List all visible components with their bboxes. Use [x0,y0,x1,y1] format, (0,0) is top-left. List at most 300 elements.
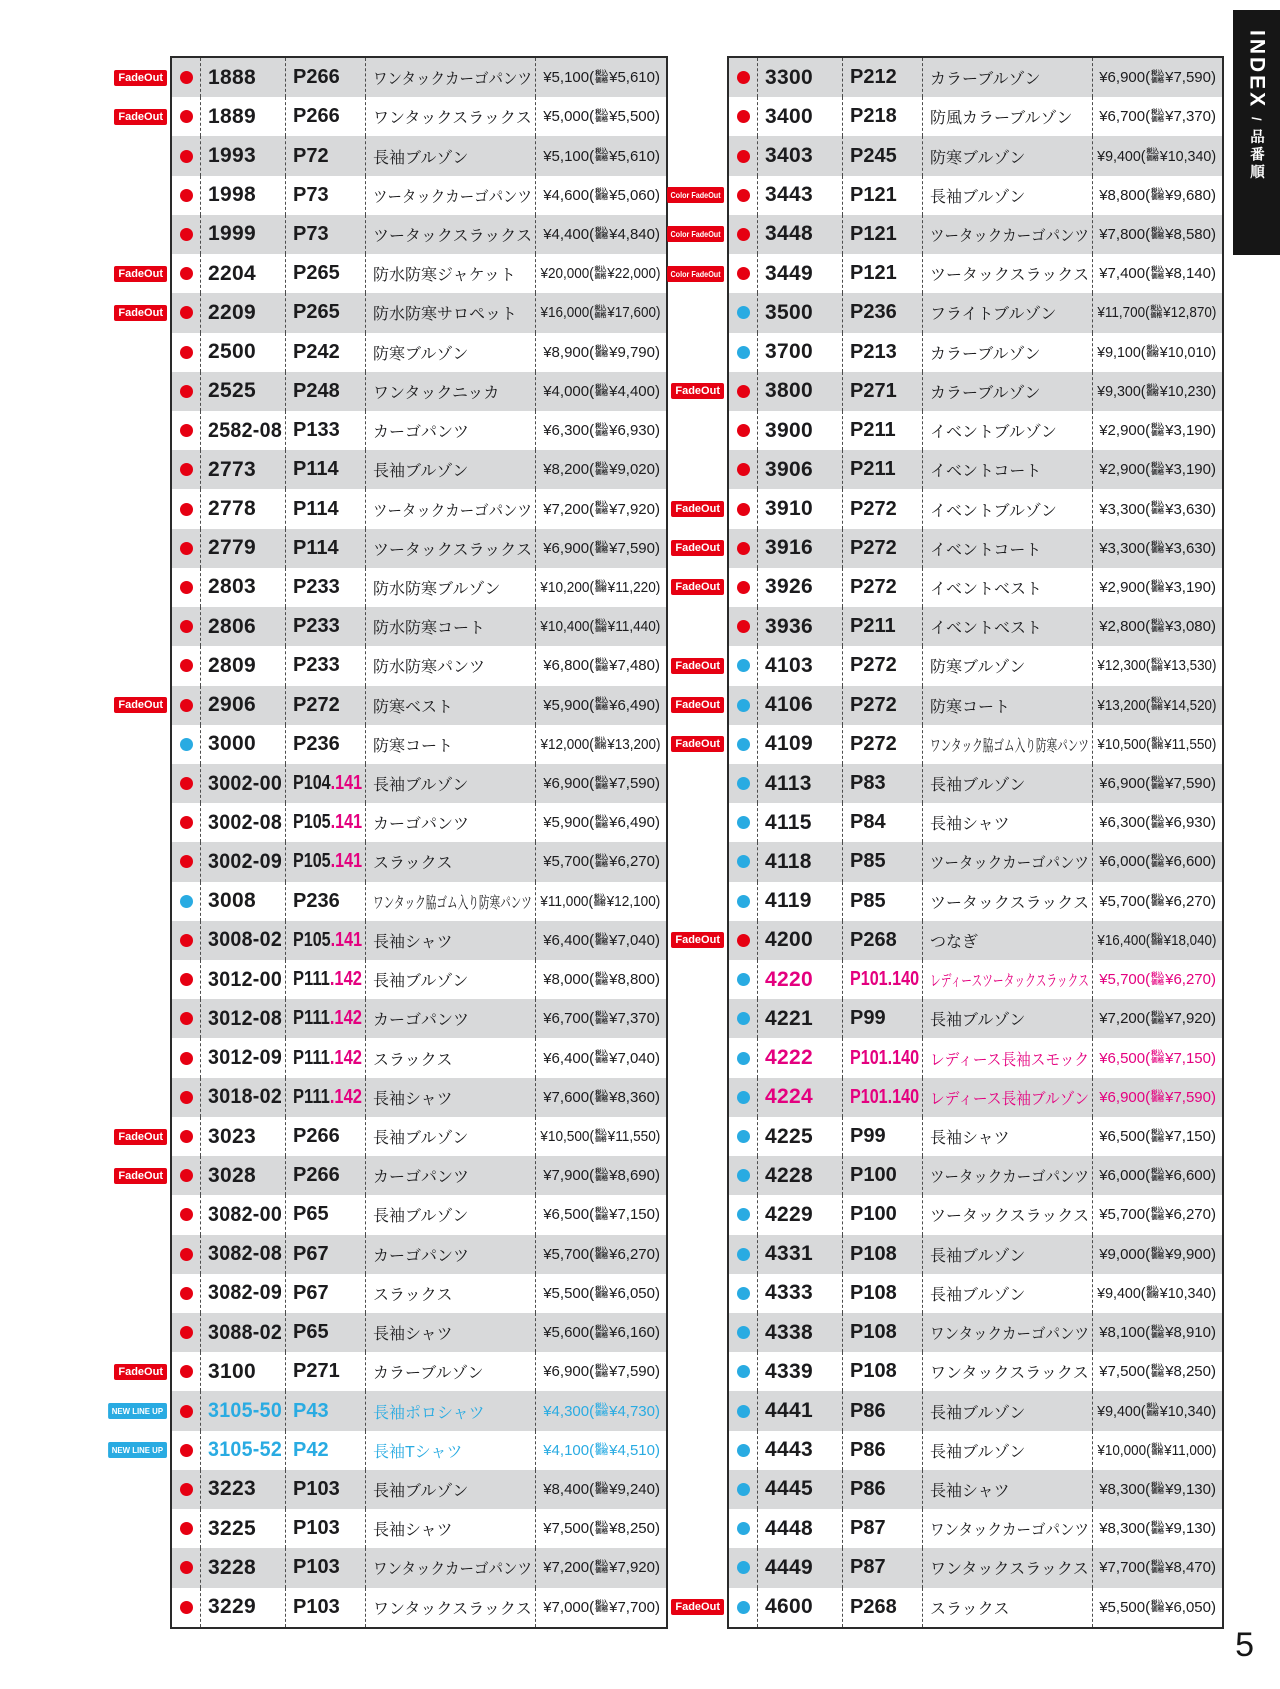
price [1092,529,1222,568]
price [535,1509,666,1548]
category-dot-cell [172,1431,200,1470]
category-dot [737,306,750,319]
price-incl-tax: ¥7,920 [1165,1010,1211,1028]
price [535,450,666,489]
price [1092,1352,1222,1391]
page-reference [842,764,922,803]
page-reference [285,646,365,685]
table-row [729,136,1222,175]
tax-included-label: 税込 価格 [1151,226,1165,241]
table-row [675,646,1222,685]
category-dot [180,855,193,868]
page-base: P268 [850,928,897,951]
category-dot [737,973,750,986]
category-dot-cell [729,1431,757,1470]
tax-included-label: 税込 価格 [1146,344,1159,359]
price-excl-tax: ¥9,100 [1097,343,1141,361]
page-suffix: .140 [887,1046,920,1069]
paren-close: ) [1211,108,1216,126]
item-number: 4220 [757,960,842,999]
index-table-left [112,56,668,1629]
category-dot-cell [172,725,200,764]
page-base: P101 [850,968,888,991]
table-row [112,1431,666,1470]
paren-close: ) [1211,1324,1216,1342]
table-row [729,960,1222,999]
paren-open: ( [1145,657,1150,675]
category-dot [737,1601,750,1614]
item-number: 3105-50 [200,1391,285,1430]
table-row [675,1588,1222,1627]
category-dot-cell [729,1352,757,1391]
page-number: 5 [1235,1626,1254,1664]
page-reference [842,333,922,372]
category-dot-cell [172,1117,200,1156]
paren-close: ) [655,657,660,675]
item-number: 3926 [757,568,842,607]
product-name: スラックス [922,1588,1092,1627]
page-reference [842,1117,922,1156]
table-row [729,764,1222,803]
row-badge-slot [654,1588,724,1627]
category-dot [737,816,750,829]
category-dot-cell [729,411,757,450]
category-dot-cell [729,1470,757,1509]
paren-open: ( [589,853,595,871]
item-number: 3008 [200,882,285,921]
paren-open: ( [1145,422,1151,440]
page-reference [842,960,922,999]
paren-open: ( [1145,1088,1151,1106]
category-dot [180,581,193,594]
table-row [172,333,666,372]
price-incl-tax: ¥3,630 [1165,539,1211,557]
tax-included-label: 税込 価格 [1151,69,1165,84]
table-row [729,1352,1222,1391]
product-name: カーゴパンツ [365,1235,535,1274]
category-dot [180,228,193,241]
category-dot-cell [172,136,200,175]
paren-open: ( [1145,578,1151,596]
status-badge: FadeOut [671,579,724,595]
row-badge-slot [97,1352,167,1391]
tax-included-label: 税込 価格 [1151,972,1165,986]
category-dot [180,1444,193,1457]
product-name: ワンタックスラックス [365,1588,535,1627]
category-dot-cell [172,1078,200,1117]
category-dot [180,738,193,751]
page-reference [285,1509,365,1548]
page-base: P211 [850,615,896,638]
page-reference [842,1195,922,1234]
product-name: ツータックカーゴパンツ [365,176,535,215]
paren-open: ( [589,1284,595,1302]
tax-included-label: 税込 価格 [1151,1599,1165,1614]
paren-open: ( [589,382,595,400]
product-name: カーゴパンツ [365,999,535,1038]
price-excl-tax: ¥10,200 [539,578,590,596]
paren-open: ( [588,735,594,753]
table-row [112,1391,666,1430]
category-dot-cell [172,1470,200,1509]
product-name: 長袖ブルゾン [365,1195,535,1234]
page-reference [842,97,922,136]
tax-included-label: 税込 価格 [593,893,606,908]
paren-close: ) [1211,1206,1216,1224]
row-badge-slot [654,686,724,725]
table-row [729,1078,1222,1117]
table-row [675,686,1222,725]
price-excl-tax: ¥4,100 [543,1441,590,1459]
price-excl-tax: ¥7,200 [543,500,590,518]
item-number: 3228 [200,1548,285,1587]
price [535,1156,666,1195]
price-excl-tax: ¥7,200 [1099,1010,1146,1028]
tax-included-label: 税込 価格 [1151,1011,1165,1025]
paren-close: ) [655,108,660,126]
table-row [172,1038,666,1077]
category-dot [180,1052,193,1065]
page-suffix: .141 [330,772,363,795]
page-base: P42 [293,1438,329,1461]
paren-close: ) [655,1598,660,1616]
product-name: ワンタック脇ゴム入り防寒パンツ [922,725,1092,764]
price-excl-tax: ¥8,200 [543,461,590,479]
status-badge: FadeOut [671,932,724,948]
price [535,686,666,725]
price [535,1078,666,1117]
page-base: P87 [850,1517,886,1540]
paren-open: ( [1145,1324,1151,1342]
table-row [729,882,1222,921]
page-base: P65 [293,1321,329,1344]
tax-included-label: 税込 価格 [1151,1246,1165,1261]
table-row [172,215,666,254]
page-base: P272 [850,575,897,598]
tax-included-label: 税込 価格 [595,697,609,712]
item-number: 4225 [757,1117,842,1156]
price [535,1313,666,1352]
page-reference [285,58,365,97]
price [1092,960,1222,999]
price [1092,568,1222,607]
tab-separator: / [1249,117,1264,121]
paren-open: ( [589,1441,595,1459]
item-number: 3403 [757,136,842,175]
category-dot-cell [172,489,200,528]
product-name: 防寒ブルゾン [922,646,1092,685]
tax-included-label: 税込 価格 [595,187,609,202]
category-dot [180,385,193,398]
tax-included-label: 税込 価格 [1151,1560,1165,1574]
page-base: P86 [850,1477,886,1500]
price-excl-tax: ¥4,300 [543,1402,590,1420]
tax-included-label: 税込 価格 [1150,658,1163,672]
price-excl-tax: ¥10,500 [539,1128,590,1146]
product-name: ツータックカーゴパンツ [922,215,1092,254]
tax-included-label: 税込 価格 [1151,579,1165,594]
paren-close: ) [1211,618,1216,636]
price-incl-tax: ¥7,590 [609,539,655,557]
table-row [172,372,666,411]
page-base: P272 [850,536,897,559]
paren-open: ( [589,1245,595,1263]
tax-included-label: 税込 価格 [1151,815,1165,829]
paren-close: ) [1211,1598,1216,1616]
page-reference [285,411,365,450]
page-base: P108 [850,1242,897,1265]
price [1092,1078,1222,1117]
page-base: P271 [850,379,897,402]
category-dot-cell [172,411,200,450]
price-excl-tax: ¥10,400 [539,618,590,636]
product-name: 長袖ブルゾン [365,764,535,803]
item-number: 4200 [757,921,842,960]
paren-open: ( [589,814,595,832]
category-dot [737,1130,750,1143]
paren-open: ( [589,1598,595,1616]
category-dot-cell [172,1235,200,1274]
product-name: カーゴパンツ [365,1156,535,1195]
tax-included-label: 税込 価格 [595,1324,609,1339]
tax-included-label: 税込 価格 [595,1168,609,1182]
page-base: P233 [293,575,340,598]
page-base: P111 [293,968,330,991]
item-number: 2809 [200,646,285,685]
table-row [729,333,1222,372]
paren-close: ) [1211,814,1216,832]
page-reference [285,215,365,254]
price [1092,1470,1222,1509]
table-row [729,607,1222,646]
table-row [729,58,1222,97]
item-number: 4443 [757,1431,842,1470]
item-number: 1889 [200,97,285,136]
item-number: 3082-09 [200,1274,285,1313]
price [535,136,666,175]
tax-included-label: 税込 価格 [1151,1324,1165,1339]
paren-open: ( [1145,186,1151,204]
paren-close: ) [1211,225,1216,243]
item-number: 2779 [200,529,285,568]
paren-close: ) [655,1284,660,1302]
category-dot [737,934,750,947]
product-name: 防水防寒ジャケット [365,254,535,293]
paren-open: ( [589,1010,595,1028]
price-excl-tax: ¥4,400 [543,225,590,243]
price [535,725,666,764]
tax-included-label: 税込 価格 [595,540,609,555]
tax-included-label: 税込 価格 [595,1246,609,1261]
tax-included-label: 税込 価格 [595,422,609,437]
price [535,1431,666,1470]
price-excl-tax: ¥6,000 [1099,853,1146,871]
paren-close: ) [1211,578,1216,596]
price-excl-tax: ¥2,900 [1099,422,1146,440]
tax-included-label: 税込 価格 [594,1128,607,1143]
paren-close: ) [1211,1480,1216,1498]
price-incl-tax: ¥4,400 [609,382,655,400]
price-incl-tax: ¥10,010 [1159,343,1212,361]
tab-title-en: INDEX [1245,30,1269,110]
category-dot-cell [172,1509,200,1548]
page-reference [285,1195,365,1234]
page-base: P236 [850,301,897,324]
row-badge-slot [97,1431,167,1470]
paren-open: ( [1145,1206,1151,1224]
category-dot-cell [729,529,757,568]
category-dot-cell [172,646,200,685]
page-suffix: .142 [329,1046,363,1069]
price [1092,1588,1222,1627]
category-dot [737,189,750,202]
paren-open: ( [1145,618,1151,636]
tax-included-label: 税込 価格 [594,736,606,751]
tax-included-label: 税込 価格 [1151,854,1165,868]
product-name: ツータックカーゴパンツ [922,1156,1092,1195]
price [1092,764,1222,803]
price [535,411,666,450]
tax-included-label: 税込 価格 [1151,1521,1165,1535]
price-incl-tax: ¥10,230 [1159,382,1212,400]
price [1092,725,1222,764]
category-dot-cell [172,842,200,881]
price-incl-tax: ¥9,790 [609,343,655,361]
category-dot-cell [172,293,200,332]
paren-close: ) [655,539,660,557]
tax-included-label: 税込 価格 [595,1364,609,1378]
price-incl-tax: ¥13,530 [1163,657,1212,675]
page-reference [285,1156,365,1195]
item-number: 1999 [200,215,285,254]
tax-included-label: 税込 価格 [1151,1442,1163,1457]
status-badge: Color FadeOut [667,226,724,242]
paren-open: ( [1145,1559,1151,1577]
paren-close: ) [655,578,660,596]
item-number: 3105-52 [200,1431,285,1470]
item-number: 3500 [757,293,842,332]
item-number: 3002-00 [200,764,285,803]
tax-included-label: 税込 価格 [595,932,609,947]
price-incl-tax: ¥7,700 [609,1598,655,1616]
page-reference [285,1470,365,1509]
page-reference [842,568,922,607]
item-number: 3018-02 [200,1078,285,1117]
page-reference [285,568,365,607]
product-name: 長袖シャツ [922,1117,1092,1156]
price [1092,1509,1222,1548]
page-reference [842,842,922,881]
product-name: ワンタックカーゴパンツ [922,1313,1092,1352]
price-excl-tax: ¥7,600 [543,1088,590,1106]
paren-close: ) [1211,343,1216,361]
category-dot [180,777,193,790]
page-reference [842,646,922,685]
page-base: P67 [293,1242,329,1265]
category-dot [180,1405,193,1418]
table-row [729,97,1222,136]
page-base: P114 [293,536,339,559]
tax-included-label: 税込 価格 [1151,619,1165,633]
category-dot [737,699,750,712]
paren-open: ( [589,1480,595,1498]
price-excl-tax: ¥5,700 [1099,892,1146,910]
tax-included-label: 税込 価格 [595,1481,609,1496]
category-dot-cell [729,1274,757,1313]
table-row [675,921,1222,960]
price-incl-tax: ¥7,590 [1165,69,1211,87]
table-row [729,293,1222,332]
row-badge-slot [654,725,724,764]
category-dot [180,1483,193,1496]
product-name: フライトブルゾン [922,293,1092,332]
table-row [172,411,666,450]
page-base: P213 [850,340,897,363]
price-excl-tax: ¥6,300 [543,422,590,440]
page-base: P242 [293,340,340,363]
paren-close: ) [655,1245,660,1263]
price-incl-tax: ¥6,270 [609,853,655,871]
index-side-tab-label [1245,30,1269,255]
paren-close: ) [655,1206,660,1224]
paren-open: ( [1145,1520,1151,1538]
page-reference [285,960,365,999]
paren-close: ) [655,147,660,165]
row-badge-slot [654,529,724,568]
product-name: ツータックスラックス [365,215,535,254]
category-dot [737,1287,750,1300]
item-number: 4448 [757,1509,842,1548]
page-base: P108 [850,1360,897,1383]
page-suffix: .142 [329,968,363,991]
category-dot [180,150,193,163]
tax-included-label: 税込 価格 [1151,462,1165,476]
product-name: 防寒コート [365,725,535,764]
category-dot-cell [172,333,200,372]
price-excl-tax: ¥13,200 [1096,696,1146,714]
paren-close: ) [1211,1088,1216,1106]
price-excl-tax: ¥16,000 [540,304,589,322]
product-name: レディース長袖スモック [922,1038,1092,1077]
price [1092,176,1222,215]
price-excl-tax: ¥9,400 [1097,1402,1141,1420]
price-incl-tax: ¥8,580 [1165,225,1211,243]
row-badge-slot [654,568,724,607]
page-base: P99 [850,1007,886,1030]
paren-close: ) [1211,461,1216,479]
item-number: 3023 [200,1117,285,1156]
item-number: 3700 [757,333,842,372]
table-row [675,725,1222,764]
page-base: P103 [293,1556,340,1579]
paren-close: ) [1211,1284,1216,1302]
paren-open: ( [589,1520,595,1538]
status-badge: FadeOut [671,697,724,713]
price-incl-tax: ¥6,050 [609,1284,655,1302]
category-dot-cell [172,921,200,960]
page-reference [285,1274,365,1313]
item-number: 2204 [200,254,285,293]
status-badge: FadeOut [671,540,724,556]
paren-open: ( [1145,735,1151,753]
category-dot-cell [172,999,200,1038]
table-row [675,529,1222,568]
tax-included-label: 税込 価格 [595,148,609,163]
page-reference [285,803,365,842]
page-reference [285,921,365,960]
price [1092,411,1222,450]
table-row [172,1588,666,1627]
